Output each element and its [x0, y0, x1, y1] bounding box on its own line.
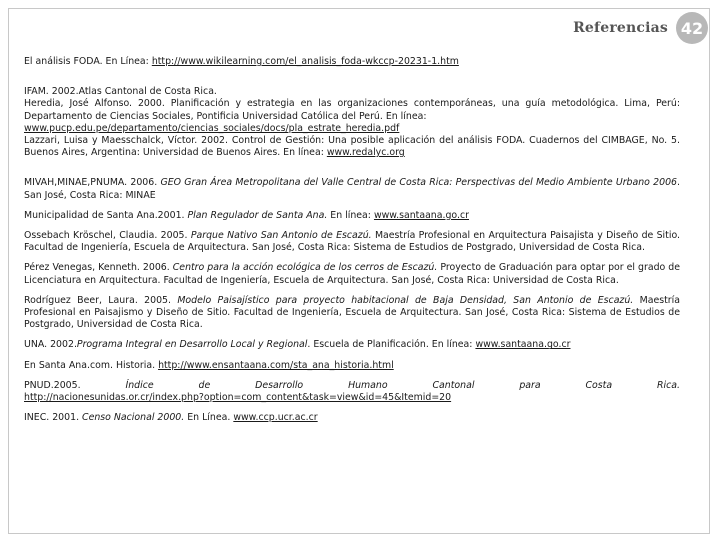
reference-una: UNA. 2002.Programa Integral en Desarrollo Local y Regional. Escuela de Planificación. En línea: www.santaana.go.cr: [24, 339, 571, 351]
reference-pnud: [24, 380, 680, 404]
reference-ossebach: Ossebach Kröschel, Claudia. 2005. Parque Nativo San Antonio de Escazú. Maestría Profesional en Arquitectura Paisajista y Diseño de Sitio. Facultad de Ingeniería, Escuela de Arquitectura. San José, Costa Rica: Sistema de Estudios de Postgrado, Universidad de Costa Rica.: [24, 230, 680, 254]
references-list: [24, 56, 680, 432]
reference-municipalidad: Municipalidad de Santa Ana.2001. Plan Regulador de Santa Ana. En línea: www.santaana.go.cr: [24, 209, 469, 221]
reference-inec: INEC. 2001. Censo Nacional 2000. En Línea. www.ccp.ucr.ac.cr: [24, 412, 318, 424]
reference-rodriguez: Rodríguez Beer, Laura. 2005. Modelo Paisajístico para proyecto habitacional de Baja Densidad, San Antonio de Escazú. Maestría Profesional en Paisajismo y Diseño de Sitio. Facultad de Ingeniería, Escuela de Arquitectura. San José, Costa Rica: Sistema de Estudios de Postgrado, Universidad de Costa Rica.: [24, 294, 680, 331]
page-header: [573, 12, 708, 44]
reference-link[interactable]: www.pucp.edu.pe/departamento/ciencias_sociales/docs/pla_estrate_heredia.pdf: [24, 122, 400, 134]
reference-ensantaana: En Santa Ana.com. Historia. http://www.ensantaana.com/sta_ana_historia.html: [24, 359, 394, 371]
page-title: Referencias: [573, 20, 668, 36]
reference-pnud-title: PNUD.2005. Índice de Desarrollo Humano Cantonal para Costa Rica.: [24, 379, 680, 391]
reference-heredia: Heredia, José Alfonso. 2000. Planificación y estrategia en las organizaciones contemporáneas, una guía metodológica. Lima, Perú: Departamento de Ciencias Sociales, Pontificia Universidad Católica del Perú. En línea: www.pucp.edu.pe/departamento/ciencias_sociales/docs/pla_estrate_heredia.pdf: [24, 98, 680, 134]
reference-link[interactable]: www.redalyc.org: [326, 147, 405, 159]
reference-lazzari: Lazzari, Luisa y Maesschalck, Víctor. 2002. Control de Gestión: Una posible aplicación del análisis FODA. Cuadernos del CIMBAGE, No. 5. Buenos Aires, Argentina: Universidad de Buenos Aires. En línea: www.redalyc.org: [24, 135, 680, 159]
reference-ifam: IFAM. 2002.Atlas Cantonal de Costa Rica.: [24, 86, 217, 98]
reference-link[interactable]: www.santaana.go.cr: [373, 209, 469, 221]
reference-link[interactable]: www.santaana.go.cr: [475, 339, 571, 351]
reference-link[interactable]: http://www.ensantaana.com/sta_ana_historia.html: [158, 359, 394, 371]
reference-foda: El análisis FODA. En Línea: http://www.wikilearning.com/el_analisis_foda-wkccp-20231-1.htm: [24, 56, 459, 67]
reference-link[interactable]: http://nacionesunidas.or.cr/index.php?option=com_content&task=view&id=45&Itemid=20: [24, 392, 452, 404]
reference-mivah: MIVAH,MINAE,PNUMA. 2006. GEO Gran Área Metropolitana del Valle Central de Costa Rica: Perspectivas del Medio Ambiente Urbano 2006. San José, Costa Rica: MINAE: [24, 177, 681, 201]
page-number-badge: 42: [676, 12, 708, 44]
reference-perez: Pérez Venegas, Kenneth. 2006. Centro para la acción ecológica de los cerros de Escazú. Proyecto de Graduación para optar por el grado de Licenciatura en Arquitectura. Facultad de Ingeniería, Escuela de Arquitectura. San José, Costa Rica: Universidad de Costa Rica.: [24, 262, 680, 286]
reference-link[interactable]: www.ccp.ucr.ac.cr: [233, 412, 318, 424]
reference-link[interactable]: http://www.wikilearning.com/el_analisis_foda-wkccp-20231-1.htm: [151, 56, 459, 67]
